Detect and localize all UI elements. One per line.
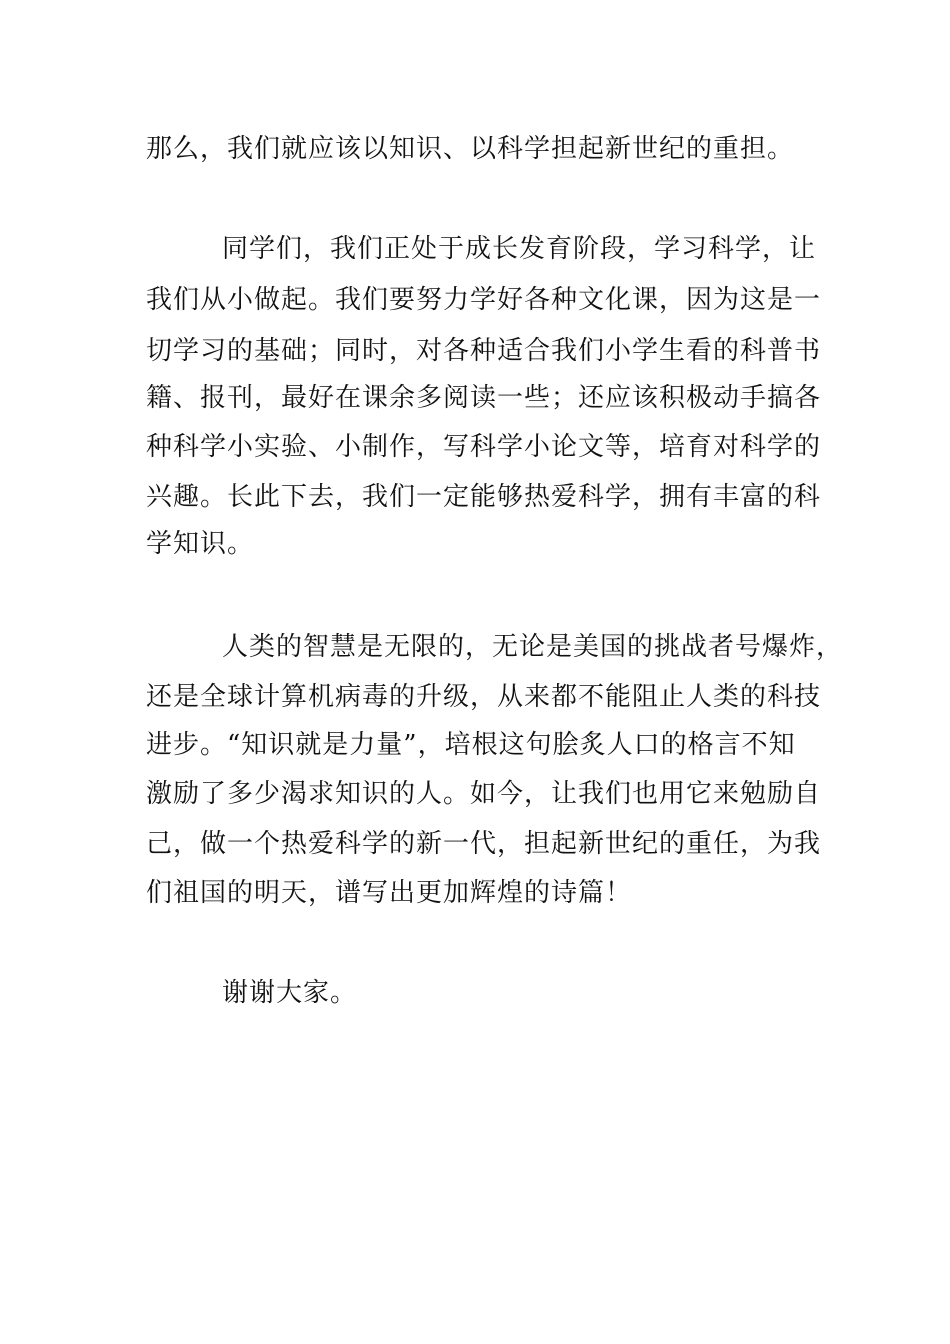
paragraph-2-line-3: 切学习的基础；同时，对各种适合我们小学生看的科普书: [146, 336, 822, 366]
paragraph-3-line-3: 进步。“知识就是力量”，培根这句脍炙人口的格言不知: [146, 730, 796, 760]
paragraph-3-line-6: 们祖国的明天，谱写出更加辉煌的诗篇！: [146, 878, 633, 908]
paragraph-2-line-5: 种科学小实验、小制作，写科学小论文等，培育对科学的: [146, 432, 822, 462]
paragraph-3-line-5: 己，做一个热爱科学的新一代，担起新世纪的重任，为我: [146, 829, 822, 859]
paragraph-2-line-2: 我们从小做起。我们要努力学好各种文化课，因为这是一: [146, 285, 822, 315]
paragraph-2-line-7: 学知识。: [146, 529, 255, 559]
paragraph-2-line-1: 同学们，我们正处于成长发育阶段，学习科学，让: [222, 234, 817, 264]
paragraph-2-line-6: 兴趣。长此下去，我们一定能够热爱科学，拥有丰富的科: [146, 482, 822, 512]
paragraph-3-line-4: 激励了多少渴求知识的人。如今，让我们也用它来勉励自: [146, 779, 822, 809]
paragraph-3-line-2: 还是全球计算机病毒的升级，从来都不能阻止人类的科技: [146, 682, 822, 712]
paragraph-1-line-1: 那么，我们就应该以知识、以科学担起新世纪的重担。: [146, 134, 795, 164]
paragraph-2-line-4: 籍、报刊，最好在课余多阅读一些；还应该积极动手搞各: [146, 383, 822, 413]
paragraph-3-line-1: 人类的智慧是无限的，无论是美国的挑战者号爆炸，: [222, 632, 844, 662]
paragraph-4-line-1: 谢谢大家。: [222, 978, 358, 1008]
